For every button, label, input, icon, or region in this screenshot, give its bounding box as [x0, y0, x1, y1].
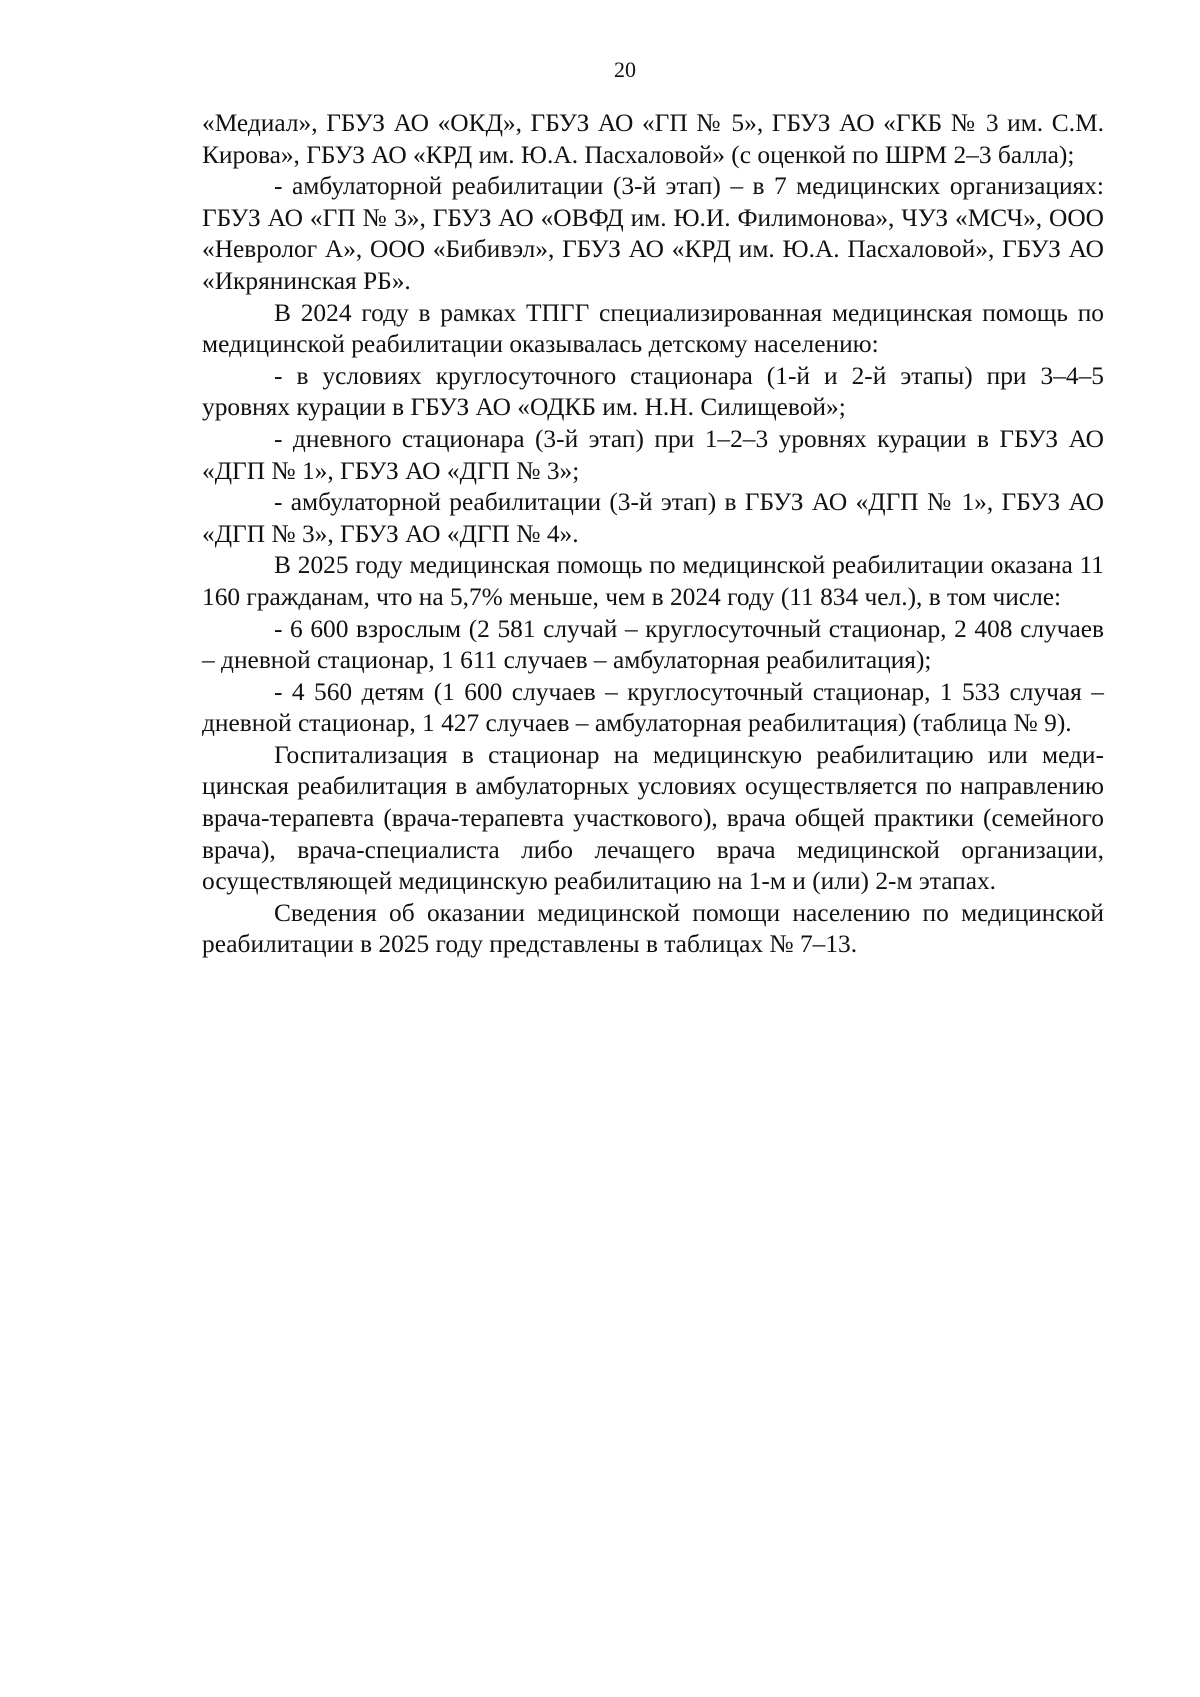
- paragraph-children-inpatient: - в условиях круглосуточного стационара (1-й и 2-й этапы) при 3–4–5 уровнях курации в ГБУЗ АО «ОДКБ им. Н.Н. Силищевой»;: [202, 361, 1104, 422]
- document-body: [202, 108, 1104, 961]
- paragraph-children-2024: В 2024 году в рамках ТПГГ специализированная медицинская помощь по медицинской реабилитации оказывалась детскому населению:: [202, 298, 1104, 359]
- paragraph-2025-adults: - 6 600 взрослым (2 581 случай – круглосуточный стационар, 2 408 случаев – дневной стационар, 1 611 случаев – амбулаторная реабилитация);: [202, 614, 1104, 675]
- paragraph-hospitalization: Госпитализация в стационар на медицинскую реабилитацию или медицинская реабилитация в амбулаторных условиях осуществляется по направлению врача-терапевта (врача-терапевта участкового), врача общей практики (семейного врача), врача-специалиста либо лечащего врача медицинской организации, осуществляющей медицинскую реабилитацию на 1-м и (или) 2-м этапах.: [202, 740, 1104, 896]
- paragraph-2025-children: - 4 560 детям (1 600 случаев – круглосуточный стационар, 1 533 случая – дневной стационар, 1 427 случаев – амбулаторная реабилитация) (таблица № 9).: [202, 677, 1104, 738]
- paragraph-continuation: «Медиал», ГБУЗ АО «ОКД», ГБУЗ АО «ГП № 5», ГБУЗ АО «ГКБ № 3 им. С.М. Кирова», ГБУЗ АО «КРД им. Ю.А. Пасхаловой» (с оценкой по ШРМ 2–3 балла);: [202, 109, 1104, 169]
- paragraph-children-ambulatory: - амбулаторной реабилитации (3-й этап) в ГБУЗ АО «ДГП № 1», ГБУЗ АО «ДГП № 3», ГБУЗ АО «ДГП № 4».: [202, 488, 1104, 548]
- paragraph-ambulatory-adults: - амбулаторной реабилитации (3-й этап) – в 7 медицинских организациях: ГБУЗ АО «ГП № 3», ГБУЗ АО «ОВФД им. Ю.И. Филимонова», ЧУЗ «МСЧ», ООО «Невролог А», ООО «Бибивэл», ГБУЗ АО «КРД им. Ю.А. Пасхаловой», ГБУЗ АО «Икрянинская РБ».: [202, 172, 1104, 295]
- paragraph-2025-summary: В 2025 году медицинская помощь по медицинской реабилитации оказана 11 160 гражданам, что на 5,7% меньше, чем в 2024 году (11 834 чел.), в том числе:: [202, 551, 1104, 611]
- paragraph-children-day-hospital: - дневного стационара (3-й этап) при 1–2–3 уровнях курации в ГБУЗ АО «ДГП № 1», ГБУЗ АО «ДГП № 3»;: [202, 424, 1104, 485]
- page-number: 20: [614, 57, 636, 82]
- paragraph-tables-reference: Сведения об оказании медицинской помощи населению по медицинской реабилитации в 2025 году представлены в таблицах № 7–13.: [202, 898, 1104, 959]
